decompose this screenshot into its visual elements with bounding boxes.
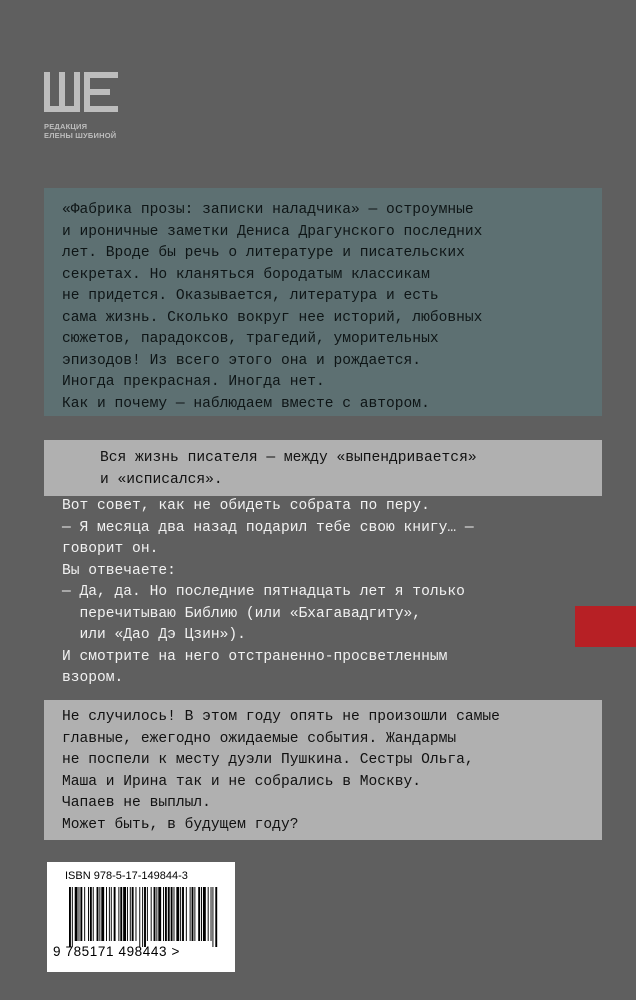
excerpt2-line: Чапаев не выплыл. (62, 795, 211, 811)
quote-line: Вся жизнь писателя — между «выпендривается» (100, 450, 477, 466)
blurb-line: Иногда прекрасная. Иногда нет. (62, 374, 325, 390)
blurb-line: сюжетов, парадоксов, трагедий, уморительных (62, 331, 439, 347)
blurb-line: не придется. Оказывается, литература и есть (62, 288, 439, 304)
excerpt1-line: говорит он. (62, 541, 159, 557)
blurb-line: «Фабрика прозы: записки наладчика» — остроумные (62, 202, 474, 218)
excerpt2-line: Может быть, в будущем году? (62, 816, 299, 833)
excerpt1-line: перечитываю Библию (или «Бхагавадгиту», (62, 605, 422, 622)
excerpt1-line: Вы отвечаете: (62, 562, 176, 579)
blurb-line: лет. Вроде бы речь о литературе и писательских (62, 245, 465, 261)
excerpt1-line: — Да, да. Но последние пятнадцать лет я только (62, 584, 465, 600)
excerpt1-line: или «Дао Дэ Цзин»). (62, 627, 246, 643)
excerpt2-line: Не случилось! В этом году опять не произошли самые (62, 709, 500, 725)
blurb-text (62, 200, 482, 415)
quote-line: и «исписался». (100, 471, 223, 488)
blurb-line: сама жизнь. Сколько вокруг нее историй, любовных (62, 309, 483, 326)
accent-red-bar (575, 606, 636, 647)
excerpt2-text (62, 707, 500, 836)
excerpt2-line: не поспели к месту дуэли Пушкина. Сестры Ольга, (62, 752, 474, 768)
excerpt1-line: И смотрите на него отстраненно-просветленным (62, 648, 448, 665)
barcode-digits: 9 785171 498443 > (53, 944, 180, 959)
quote-text (100, 448, 477, 491)
blurb-line: и ироничные заметки Дениса Драгунского последних (62, 223, 483, 240)
isbn-label: ISBN 978-5-17-149844-3 (65, 870, 188, 882)
publisher-name-line1: РЕДАКЦИЯ (44, 122, 88, 131)
isbn-barcode (47, 862, 235, 972)
excerpt1-line: взором. (62, 670, 124, 686)
publisher-name-line2: ЕЛЕНЫ ШУБИНОЙ (44, 131, 117, 140)
barcode-bars (67, 887, 219, 947)
excerpt1-text (62, 496, 474, 690)
publisher-logo (44, 72, 134, 142)
excerpt2-line: главные, ежегодно ожидаемые события. Жандармы (62, 730, 457, 747)
excerpt2-line: Маша и Ирина так и не собрались в Москву. (62, 773, 422, 790)
blurb-line: Как и почему — наблюдаем вместе с автором. (62, 395, 430, 412)
blurb-line: эпизодов! Из всего этого она и рождается. (62, 352, 422, 369)
excerpt1-line: Вот совет, как не обидеть собрата по перу. (62, 498, 430, 514)
blurb-line: секретах. Но кланяться бородатым классикам (62, 266, 430, 283)
excerpt1-line: — Я месяца два назад подарил тебе свою книгу… — (62, 519, 474, 536)
publisher-logo-mark (44, 72, 124, 118)
